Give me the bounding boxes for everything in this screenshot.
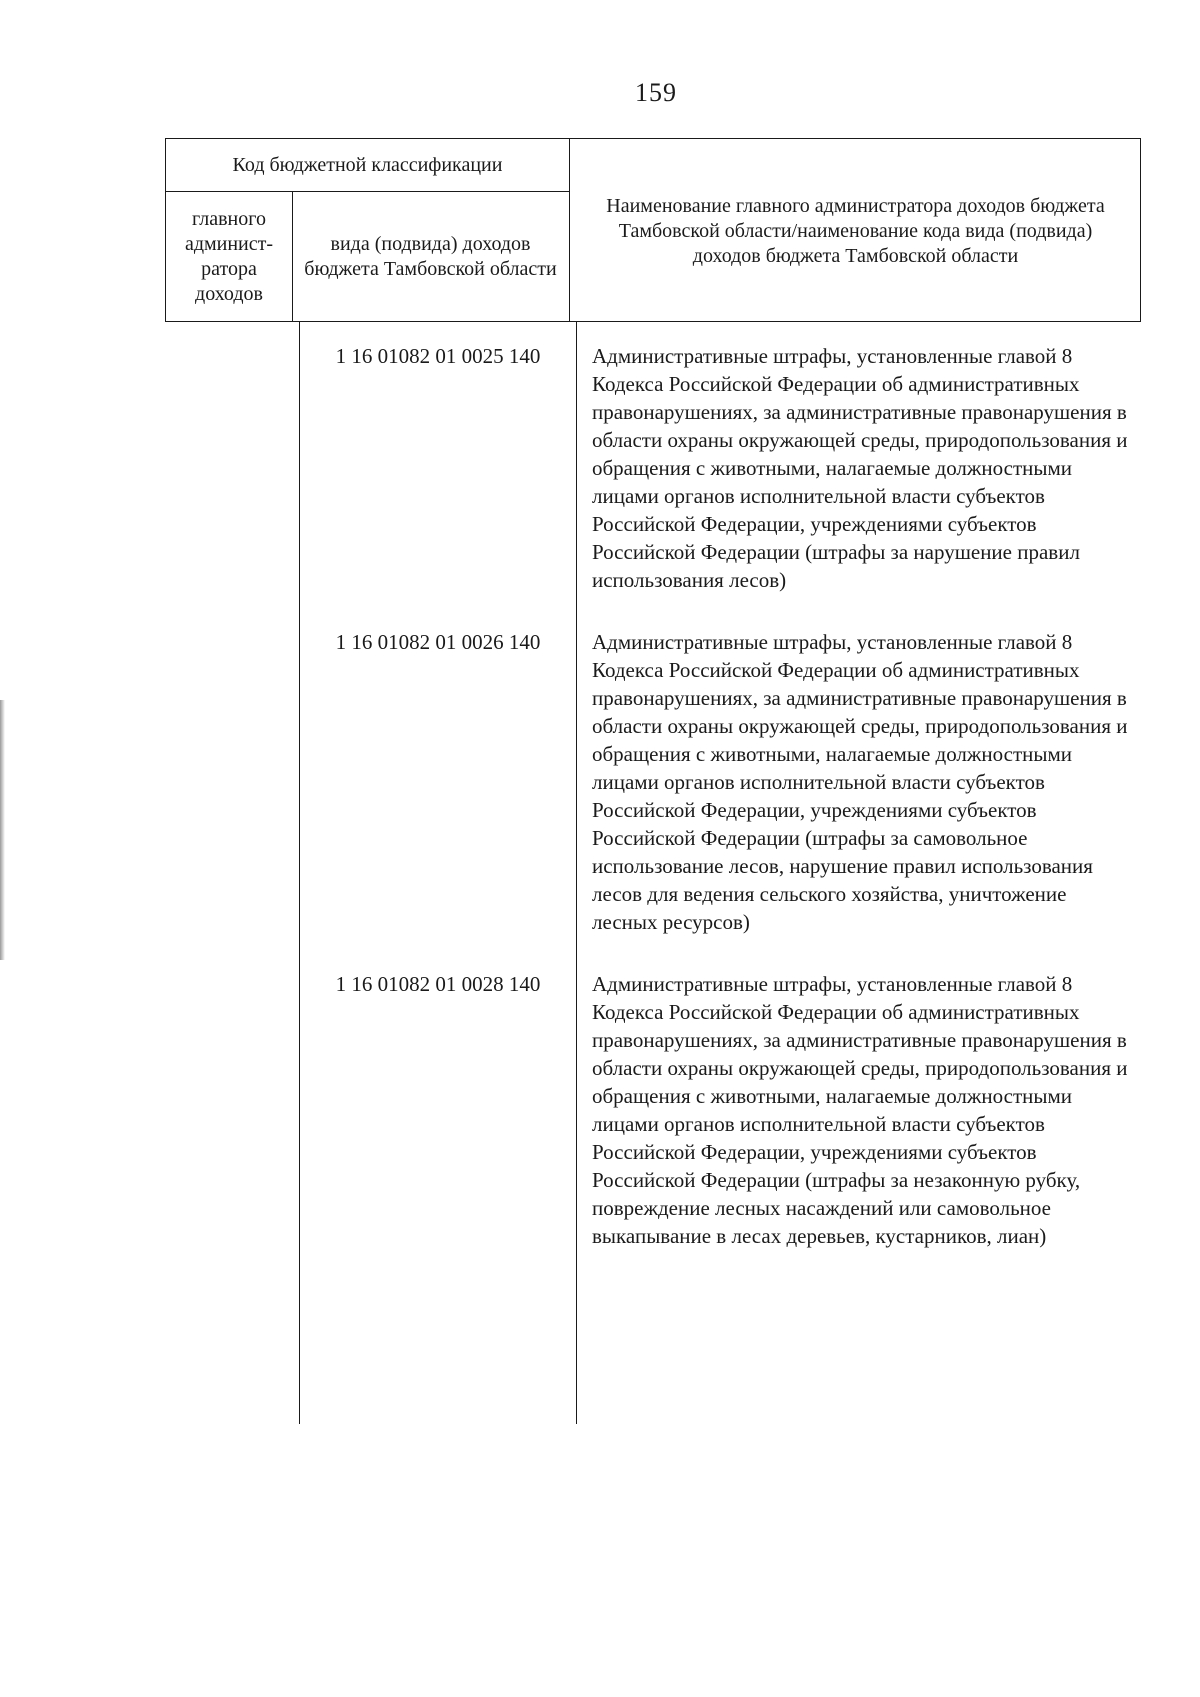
income-description: Административные штрафы, установленные главой 8 Кодекса Российской Федерации об административных правонарушениях, за административные правонарушения в области охраны окружающей среды, природопользования и обращения с животными, налагаемые должностными лицами органов исполнительной власти субъектов Российской Федерации, учреждениями субъектов Российской Федерации (штрафы за незаконную рубку, повреждение лесных насаждений или самовольное выкапывание в лесах деревьев, кустарников, лиан) bbox=[592, 972, 1128, 1248]
income-description: Административные штрафы, установленные главой 8 Кодекса Российской Федерации об административных правонарушениях, за административные правонарушения в области охраны окружающей среды, природопользования и обращения с животными, налагаемые должностными лицами органов исполнительной власти субъектов Российской Федерации, учреждениями субъектов Российской Федерации (штрафы за нарушение правил использования лесов) bbox=[592, 344, 1128, 592]
table-header bbox=[165, 138, 1141, 322]
income-description: Административные штрафы, установленные главой 8 Кодекса Российской Федерации об административных правонарушениях, за административные правонарушения в области охраны окружающей среды, природопользования и обращения с животными, налагаемые должностными лицами органов исполнительной власти субъектов Российской Федерации, учреждениями субъектов Российской Федерации (штрафы за самовольное использование лесов, нарушение правил использования лесов для ведения сельского хозяйства, уничтожение лесных ресурсов) bbox=[592, 630, 1128, 934]
header-name: Наименование главного администратора доходов бюджета Тамбовской области/наименование кода вида (подвида) доходов бюджета Тамбовской области bbox=[606, 194, 1105, 267]
income-code: 1 16 01082 01 0028 140 bbox=[335, 972, 541, 996]
header-main-administrator: главного админист-ратора доходов bbox=[184, 208, 274, 305]
table-row bbox=[300, 628, 1150, 936]
table-body bbox=[300, 342, 1150, 1250]
header-classification-code: Код бюджетной классификации bbox=[232, 153, 503, 176]
scan-edge-shadow bbox=[0, 700, 5, 960]
table-row bbox=[300, 970, 1150, 1250]
income-code: 1 16 01082 01 0025 140 bbox=[335, 344, 541, 368]
header-income-kind: вида (подвида) доходов бюджета Тамбовской области bbox=[304, 233, 557, 280]
income-code: 1 16 01082 01 0026 140 bbox=[335, 630, 541, 654]
page-number: 159 bbox=[635, 78, 677, 107]
table-row bbox=[300, 342, 1150, 594]
